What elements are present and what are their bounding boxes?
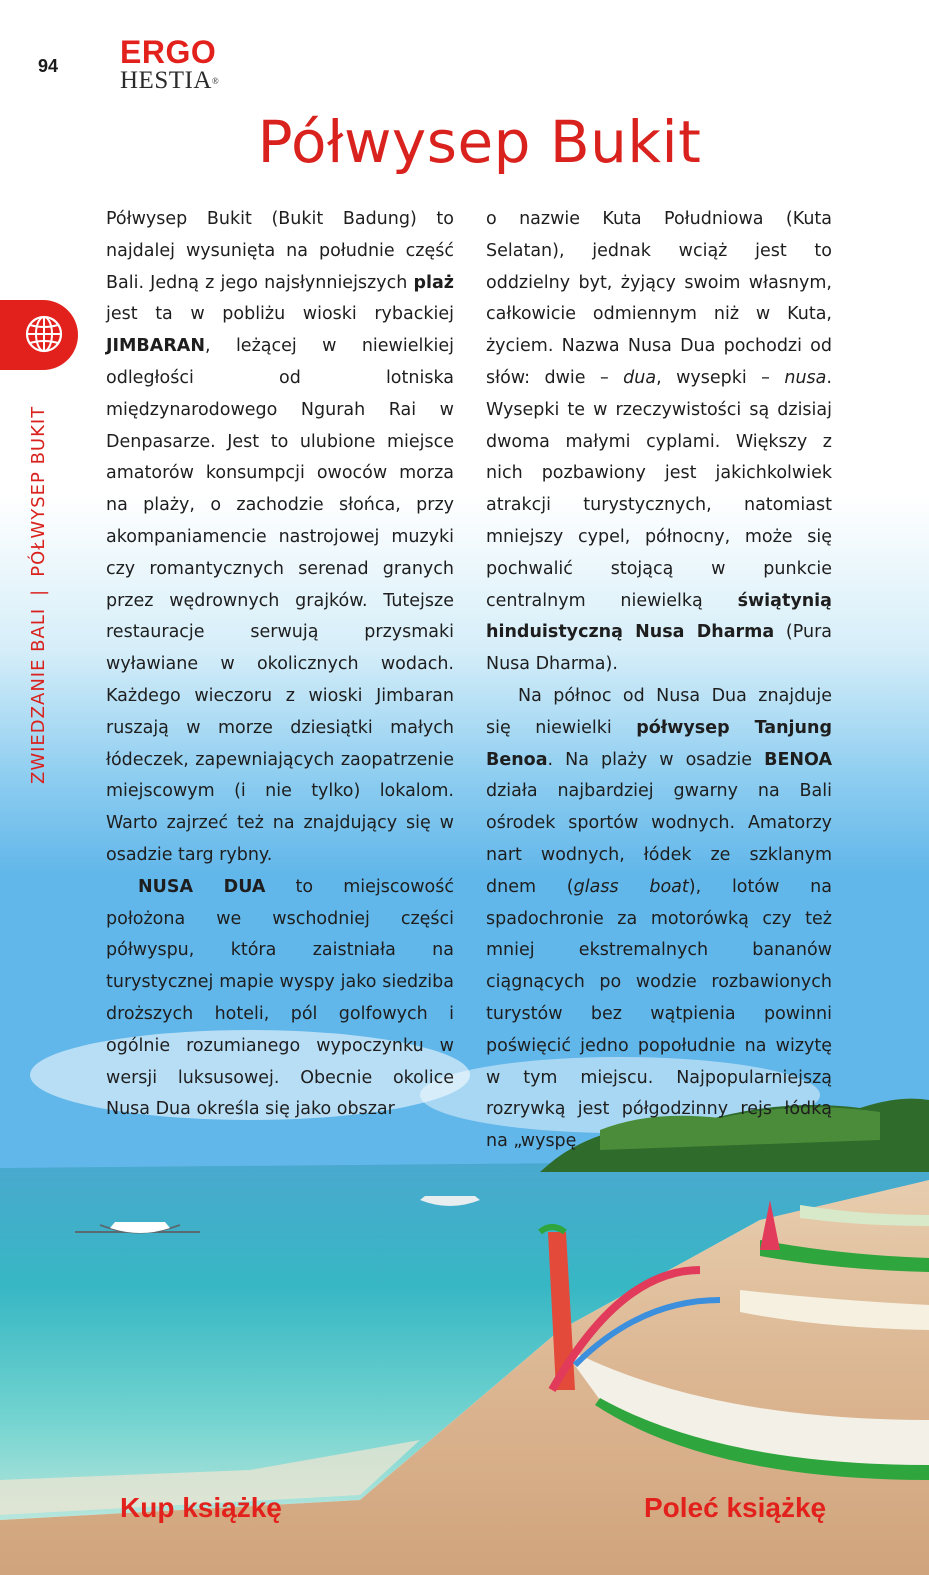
recommend-book-link[interactable]: Poleć książkę	[644, 1492, 827, 1523]
left-column	[106, 204, 454, 1126]
paragraph-nusa-dua-cont: o nazwie Kuta Południowa (Kuta Selatan), jednak wciąż jest to oddzielny byt, żyjący swoim własnym, całkowicie odmiennym niż w Kuta, życiem. Nazwa Nusa Dua pochodzi od słów: dwie – dua, wysepki – nusa. Wysepki te w rzeczywistości są dzisiaj dwoma małymi cyplami. Większy z nich pozbawiony jest jakichkolwiek atrakcji turystycznych, natomiast mniejszy cypel, północny, może się pochwalić stojącą w punkcie centralnym niewielką świątynią hinduistyczną Nusa Dharma (Pura Nusa Dharma).	[486, 209, 832, 675]
paragraph-tanjung-benoa: Na północ od Nusa Dua znajduje się niewielki półwysep Tanjung Benoa. Na plaży w osadzie BENOA działa najbardziej gwarny na Bali ośrodek sportów wodnych. Amatorzy nart wodnych, łódek ze szklanym dnem (glass boat), lotów na spadochronie za motorówką czy też mniej ekstremalnych bananów ciągnących po wodzie rozbawionych turystów bez wątpienia powinni poświęcić jedno popołudnie na wizytę w tym miejscu. Najpopularniejszą rozrywką jest półgodzinny rejs łódką na „wyspę	[486, 685, 832, 1152]
registered-mark: ®	[211, 76, 220, 86]
page-number: 94	[38, 56, 59, 76]
section-tab	[0, 300, 78, 370]
italic-nusa: nusa	[784, 367, 827, 388]
logo-hestia-text	[120, 68, 219, 94]
paragraph-jimbaran: Półwysep Bukit (Bukit Badung) to najdalej wysunięta na południe część Bali. Jedną z jego najsłynniejszych plaż jest ta w pobliżu wioski rybackiej JIMBARAN, leżącej w niewielkiej odległości od lotniska międzynarodowego Ngurah Rai w Denpasarze. Jest to ulubione miejsce amatorów konsumpcji owoców morza na plaży, o zachodzie słońca, przy akompaniamencie nastrojowej muzyki czy romantycznych serenad granych przez wędrownych grajków. Tutejsze restauracje serwują przysmaki wyławiane w okolicznych wodach. Każdego wieczoru z wioski Jimbaran ruszają w morze dziesiątki małych łódeczek, zapewniających zaopatrzenie miejscowym (i nie tylko) lokalom. Warto zajrzeć też na znajdujący się w osadzie targ rybny.	[106, 209, 454, 865]
bold-jimbaran: JIMBARAN	[106, 336, 205, 357]
bold-tanjung-benoa: półwysep Tanjung Benoa	[486, 717, 832, 770]
logo-ergo-text: ERGO	[120, 34, 217, 70]
ergo-hestia-logo	[120, 36, 219, 94]
section-label-separator: |	[28, 588, 49, 596]
buy-book-link[interactable]: Kup książkę	[120, 1492, 282, 1523]
section-label-bali: ZWIEDZANIE BALI	[28, 607, 49, 784]
globe-icon	[24, 314, 64, 354]
section-label-bukit: PÓŁWYSEP BUKIT	[28, 405, 49, 577]
section-label	[28, 406, 49, 784]
paragraph-nusa-dua: NUSA DUA to miejscowość położona we wschodniej części półwyspu, która zaistniała na turystycznej mapie wyspy jako siedziba droższych hoteli, pól golfowych i ogólnie rozumianego wypoczynku w wersji luksusowej. Obecnie okolice Nusa Dua określa się jako obszar	[106, 876, 455, 1120]
right-column	[486, 204, 832, 1158]
bold-benoa: BENOA	[764, 749, 832, 770]
page-title: Półwysep Bukit	[257, 108, 702, 176]
italic-dua: dua	[623, 367, 657, 388]
logo-hestia-word: HESTIA	[120, 67, 212, 94]
italic-glass-boat: glass boat	[573, 876, 689, 897]
bold-nusa-dua: NUSA DUA	[138, 876, 266, 897]
bold-temple: świątynią hinduistyczną Nusa Dharma	[486, 590, 832, 643]
bold-beaches: plaż	[413, 272, 454, 293]
